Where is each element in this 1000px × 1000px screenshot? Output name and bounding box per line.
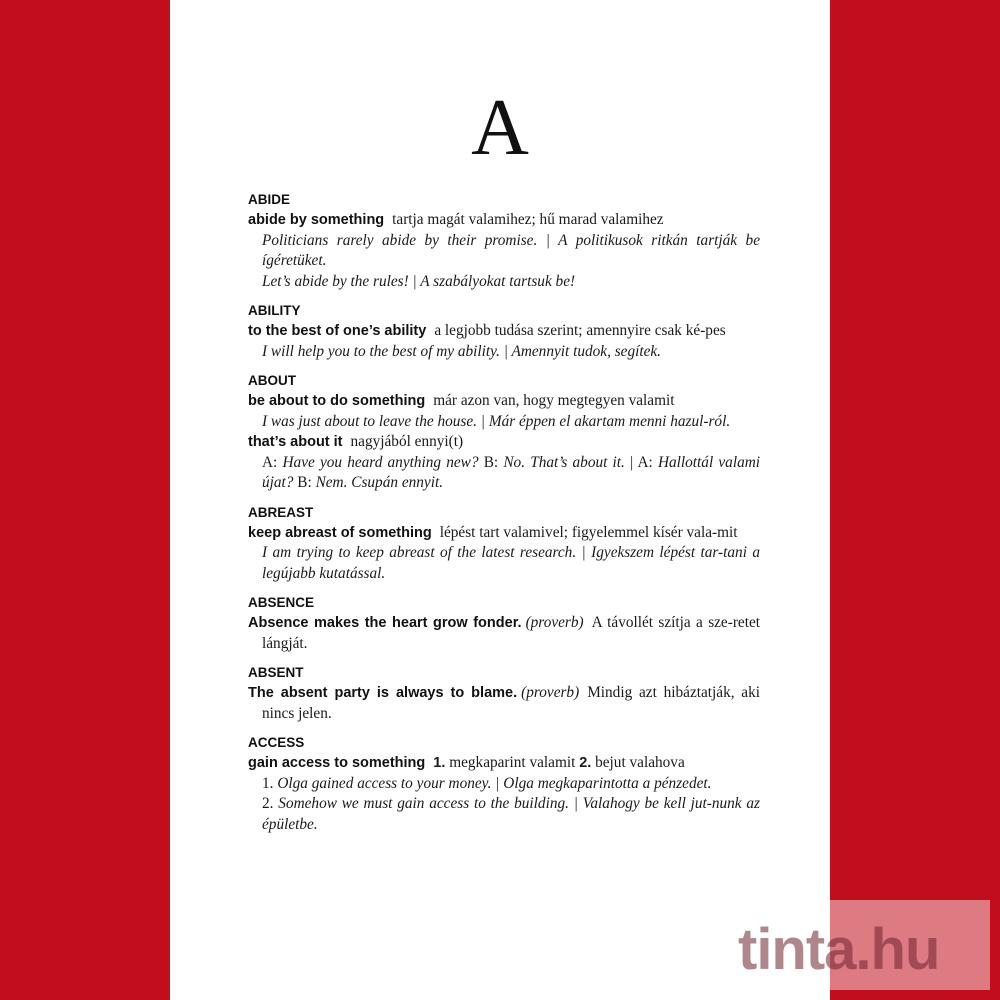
section-letter: A [471,84,529,172]
example-number: 1. [262,774,274,792]
example [248,231,760,272]
headword-absent: ABSENT [248,665,304,680]
example-text: I will help you to the best of my ability. | Amennyit tudok, segítek. [262,342,662,360]
headword-abide: ABIDE [248,192,291,207]
phrase: Absence makes the heart grow fonder. [248,615,522,631]
watermark-logo: tinta.hu [738,917,940,982]
definition: Mindig azt hibáztatják, aki nincs jelen. [262,684,760,722]
definition: a legjobb tudása szerint; amennyire csak ké-pes [434,322,726,339]
definition: tartja magát valamihez; hű marad valamihez [392,211,664,228]
example-text: I was just about to leave the house. | Már éppen el akartam menni hazul-ról. [262,412,731,430]
example-text: Hallottál valami újat? [262,453,761,491]
headword-ability: ABILITY [248,303,301,318]
entry-absent [248,683,760,724]
phrase: that’s about it [248,434,343,450]
example-text: I am trying to keep abreast of the latest research. | Igyekszem lépést tar-tani a legújabb kutatással. [262,544,760,582]
phrase: keep abreast of something [248,524,432,541]
entry-absence [248,613,760,654]
example [248,794,760,835]
speaker: B: [483,453,499,471]
example [248,342,760,363]
phrase: be about to do something [248,393,426,409]
phrase: The absent party is always to blame. [248,685,518,701]
example-dialogue [248,453,760,494]
entry-about-2 [248,432,760,453]
example-text: No. That’s about it. [503,453,625,471]
example [248,774,760,795]
entry-access [248,753,760,774]
speaker: | A: [630,453,653,471]
dictionary-page [170,0,830,1000]
entries-list [248,190,760,835]
example-text: Nem. Csupán ennyit. [315,474,444,491]
phrase: gain access to something [248,755,426,771]
usage-label: (proverb) [525,614,584,631]
speaker: A: [262,453,278,471]
definition: bejut valahova [595,754,685,771]
example-text: Politicians rarely abide by their promise. | A politikusok ritkán tartják be ígéretüket. [262,231,760,269]
entry-about-1 [248,391,760,412]
definition: lépést tart valamivel; figyelemmel kísér vala-mit [439,523,738,541]
definition: már azon van, hogy megtegyen valamit [433,392,675,409]
example-text: Somehow we must gain access to the building. | Valahogy be kell jut-nunk az épületbe. [262,795,760,833]
phrase: abide by something [248,212,385,228]
speaker: B: [297,474,312,491]
example-text: Have you heard anything new? [282,453,479,471]
definition: nagyjából ennyi(t) [350,433,464,450]
headword-absence: ABSENCE [248,595,315,610]
phrase: to the best of one’s ability [248,323,427,339]
example [248,543,760,584]
example [248,412,760,433]
usage-label: (proverb) [521,684,580,701]
sense-number: 1. [433,755,446,771]
sense-number: 2. [579,755,592,771]
headword-abreast: ABREAST [248,504,314,520]
entry-abide [248,210,760,231]
entry-ability [248,321,760,342]
headword-about: ABOUT [248,373,296,388]
example-text: Olga gained access to your money. | Olga megkaparintotta a pénzedet. [277,774,712,792]
entry-abreast [248,523,760,544]
definition: megkaparint valamit [449,754,576,771]
example-text: Let’s abide by the rules! | A szabályokat tartsuk be! [262,272,576,290]
example [248,272,760,293]
headword-access: ACCESS [248,735,305,750]
example-number: 2. [262,795,274,812]
definition: A távollét szítja a sze-retet lángját. [262,614,760,652]
